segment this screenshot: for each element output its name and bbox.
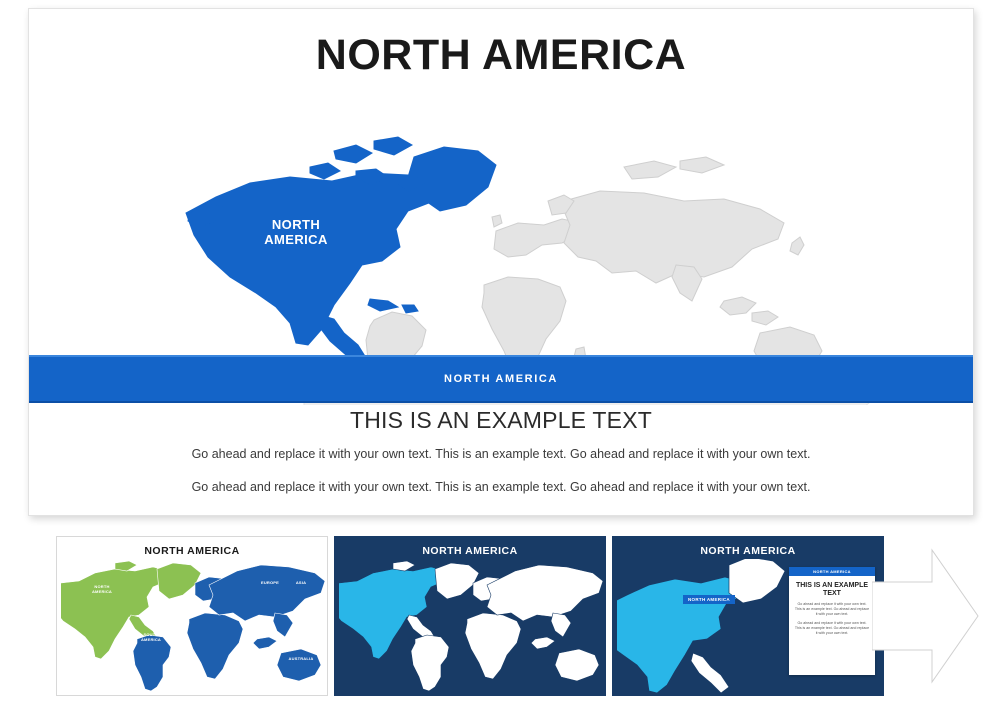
section-band[interactable] — [29, 355, 973, 403]
thumbnail-1-title: NORTH AMERICA — [144, 545, 240, 557]
thumbnail-1[interactable] — [56, 536, 328, 696]
main-slide[interactable] — [28, 8, 974, 516]
thumbnail-3-card-paragraph-2: Go ahead and replace it with your own text. This is an example text. Go ahead and replace it with your own text. — [794, 621, 870, 635]
thumbnail-2-map — [339, 559, 603, 693]
body-text-area — [29, 407, 973, 512]
thumbnail-2-title: NORTH AMERICA — [422, 545, 518, 557]
thumbnail-1-label-europe: EUROPE — [260, 580, 280, 585]
thumbnail-1-label-africa: AFRICA — [241, 622, 259, 627]
thumbnail-1-label-south-america: SOUTH AMERICA — [140, 632, 162, 642]
thumbnail-3-card-paragraph-1: Go ahead and replace it with your own text. This is an example text. Go ahead and replace it with your own text. — [794, 602, 870, 616]
thumbnail-2[interactable] — [334, 536, 606, 696]
right-arrow-icon — [872, 536, 980, 696]
body-paragraph-1: Go ahead and replace it with your own text. This is an example text. Go ahead and replace it with your own text. — [191, 447, 811, 461]
map-region-label-line2: AMERICA — [264, 232, 328, 247]
map-north-america-highlight — [186, 137, 496, 367]
thumbnail-1-label-asia: ASIA — [295, 580, 307, 585]
thumbnail-3[interactable] — [612, 536, 884, 696]
body-paragraph-2: Go ahead and replace it with your own text. This is an example text. Go ahead and replace it with your own text. — [191, 480, 811, 494]
thumbnail-3-card-heading: THIS IS AN EXAMPLE TEXT — [795, 582, 869, 597]
section-band-label: NORTH AMERICA — [444, 373, 558, 385]
thumbnail-1-label-north-america: NORTH AMERICA — [91, 584, 113, 594]
thumbnail-strip — [56, 536, 884, 696]
thumbnail-3-card-band: NORTH AMERICA — [789, 567, 875, 576]
body-heading: THIS IS AN EXAMPLE TEXT — [350, 407, 652, 433]
thumbnail-3-card — [789, 567, 875, 675]
thumbnail-3-title: NORTH AMERICA — [700, 545, 796, 557]
thumbnail-1-label-australia: AUSTRALIA — [288, 656, 314, 661]
page-title: NORTH AMERICA — [315, 31, 687, 79]
thumbnail-3-region-chip: NORTH AMERICA — [683, 595, 735, 604]
thumbnail-1-map — [61, 559, 325, 693]
map-region-label-line1: NORTH — [271, 217, 321, 232]
